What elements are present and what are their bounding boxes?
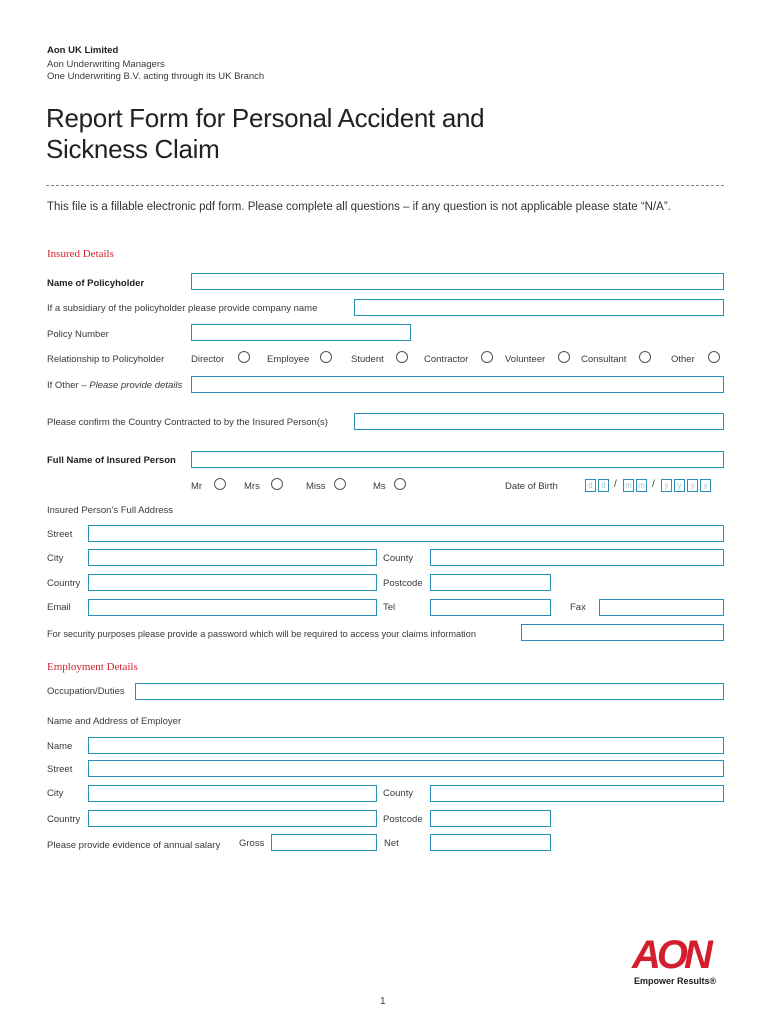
employer-name-field[interactable] bbox=[88, 737, 724, 754]
other-radio[interactable] bbox=[708, 351, 720, 363]
title-miss-label: Miss bbox=[306, 481, 326, 492]
employer-city-label: City bbox=[47, 788, 64, 799]
tagline: Empower Results® bbox=[634, 976, 717, 986]
option-employee-label: Employee bbox=[267, 354, 310, 365]
full-name-field[interactable] bbox=[191, 451, 724, 468]
option-volunteer-label: Volunteer bbox=[505, 354, 546, 365]
subsidiary-field[interactable] bbox=[354, 299, 724, 316]
option-other-label: Other bbox=[671, 354, 695, 365]
postcode-label: Postcode bbox=[383, 578, 423, 589]
dob-slash-1: / bbox=[614, 479, 617, 490]
email-label: Email bbox=[47, 602, 71, 613]
title-line-1: Report Form for Personal Accident and bbox=[46, 103, 485, 133]
relationship-label: Relationship to Policyholder bbox=[47, 354, 165, 365]
employer-country-label: Country bbox=[47, 814, 81, 825]
contractor-radio[interactable] bbox=[481, 351, 493, 363]
country-label: Country bbox=[47, 578, 81, 589]
fax-field[interactable] bbox=[599, 599, 724, 616]
volunteer-radio[interactable] bbox=[558, 351, 570, 363]
title-mrs-label: Mrs bbox=[244, 481, 260, 492]
dob-year-2[interactable]: y bbox=[674, 479, 685, 492]
consultant-radio[interactable] bbox=[639, 351, 651, 363]
employer-county-label: County bbox=[383, 788, 414, 799]
country-contracted-field[interactable] bbox=[354, 413, 724, 430]
intro-text: This file is a fillable electronic pdf form. Please complete all questions – if any question is not applicable please state “N/A”. bbox=[47, 201, 671, 213]
occupation-field[interactable] bbox=[135, 683, 724, 700]
subsidiary-label: If a subsidiary of the policyholder please provide company name bbox=[47, 303, 318, 314]
option-contractor-label: Contractor bbox=[424, 354, 469, 365]
password-label: For security purposes please provide a password which will be required to access your claims information bbox=[47, 629, 476, 639]
option-student-label: Student bbox=[351, 354, 384, 365]
page-number: 1 bbox=[380, 996, 386, 1007]
address-label: Insured Person’s Full Address bbox=[47, 505, 174, 516]
employment-details-heading: Employment Details bbox=[47, 661, 138, 673]
net-label: Net bbox=[384, 838, 399, 849]
city-label: City bbox=[47, 553, 64, 564]
miss-radio[interactable] bbox=[334, 478, 346, 490]
fax-label: Fax bbox=[570, 602, 586, 613]
salary-label: Please provide evidence of annual salary bbox=[47, 840, 221, 851]
employer-city-field[interactable] bbox=[88, 785, 377, 802]
if-other-field[interactable] bbox=[191, 376, 724, 393]
dob-day-1[interactable]: d bbox=[585, 479, 596, 492]
dashed-divider bbox=[46, 185, 724, 186]
employer-county-field[interactable] bbox=[430, 785, 724, 802]
occupation-label: Occupation/Duties bbox=[47, 686, 125, 697]
aon-logo-text: AON bbox=[632, 933, 709, 972]
title-ms-label: Ms bbox=[373, 481, 386, 492]
employer-postcode-field[interactable] bbox=[430, 810, 551, 827]
title-mr-label: Mr bbox=[191, 481, 203, 492]
full-name-label: Full Name of Insured Person bbox=[47, 455, 176, 466]
dob-year-4[interactable]: y bbox=[700, 479, 711, 492]
tel-label: Tel bbox=[383, 602, 396, 613]
dob-month-2[interactable]: m bbox=[636, 479, 647, 492]
title-line-2: Sickness Claim bbox=[46, 134, 220, 164]
county-label: County bbox=[383, 553, 414, 564]
city-field[interactable] bbox=[88, 549, 377, 566]
policyholder-label: Name of Policyholder bbox=[47, 278, 145, 289]
email-field[interactable] bbox=[88, 599, 377, 616]
insured-details-heading: Insured Details bbox=[47, 248, 114, 260]
page-title bbox=[46, 103, 484, 165]
dob-year-3[interactable]: y bbox=[687, 479, 698, 492]
dob-month-1[interactable]: m bbox=[623, 479, 634, 492]
tel-field[interactable] bbox=[430, 599, 551, 616]
employer-street-label: Street bbox=[47, 764, 73, 775]
if-other-italic: Please provide details bbox=[89, 380, 183, 391]
net-field[interactable] bbox=[430, 834, 551, 851]
gross-field[interactable] bbox=[271, 834, 377, 851]
employer-name-label: Name bbox=[47, 741, 73, 752]
employee-radio[interactable] bbox=[320, 351, 332, 363]
gross-label: Gross bbox=[239, 838, 265, 849]
policy-number-field[interactable] bbox=[191, 324, 411, 341]
if-other-prefix: If Other – bbox=[47, 380, 90, 391]
employer-label: Name and Address of Employer bbox=[47, 716, 182, 727]
dob-label: Date of Birth bbox=[505, 481, 558, 492]
dob-day-2[interactable]: d bbox=[598, 479, 609, 492]
postcode-field[interactable] bbox=[430, 574, 551, 591]
ms-radio[interactable] bbox=[394, 478, 406, 490]
header-line-2: Aon Underwriting Managers bbox=[47, 59, 165, 70]
employer-postcode-label: Postcode bbox=[383, 814, 423, 825]
dob-year-1[interactable]: y bbox=[661, 479, 672, 492]
employer-country-field[interactable] bbox=[88, 810, 377, 827]
employer-street-field[interactable] bbox=[88, 760, 724, 777]
country-field[interactable] bbox=[88, 574, 377, 591]
county-field[interactable] bbox=[430, 549, 724, 566]
dob-slash-2: / bbox=[652, 479, 655, 490]
street-field[interactable] bbox=[88, 525, 724, 542]
policyholder-field[interactable] bbox=[191, 273, 724, 290]
header-line-3: One Underwriting B.V. acting through its UK Branch bbox=[47, 71, 265, 82]
mr-radio[interactable] bbox=[214, 478, 226, 490]
aon-logo bbox=[630, 930, 726, 972]
mrs-radio[interactable] bbox=[271, 478, 283, 490]
password-field[interactable] bbox=[521, 624, 724, 641]
aon-logo-mark bbox=[630, 930, 726, 972]
director-radio[interactable] bbox=[238, 351, 250, 363]
option-consultant-label: Consultant bbox=[581, 354, 627, 365]
company-name: Aon UK Limited bbox=[47, 45, 119, 56]
country-contracted-label: Please confirm the Country Contracted to by the Insured Person(s) bbox=[47, 417, 328, 428]
policy-number-label: Policy Number bbox=[47, 329, 109, 340]
option-director-label: Director bbox=[191, 354, 225, 365]
street-label: Street bbox=[47, 529, 73, 540]
student-radio[interactable] bbox=[396, 351, 408, 363]
if-other-label bbox=[47, 380, 182, 391]
